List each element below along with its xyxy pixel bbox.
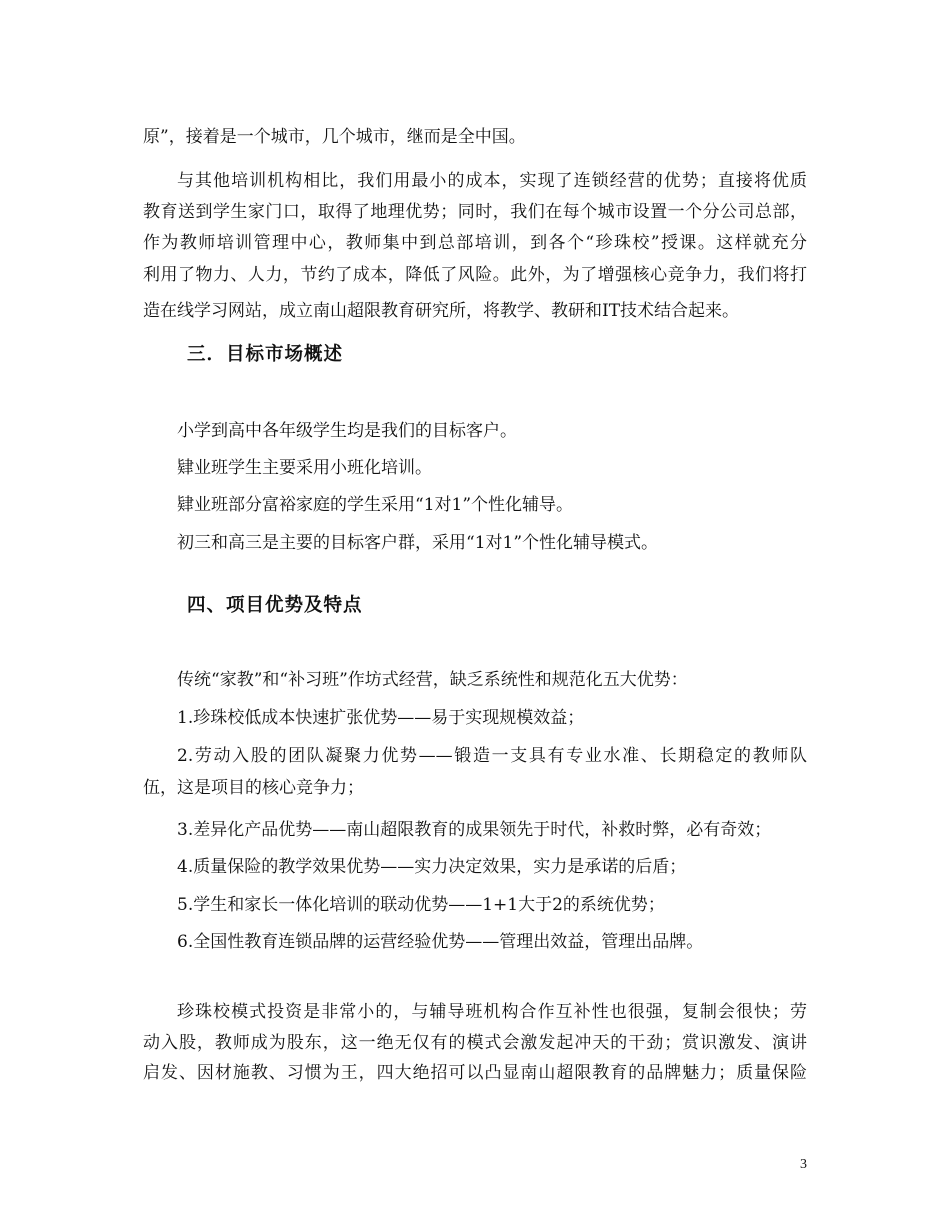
body-line: 利用了物力、人力，节约了成本，降低了风险。此外，为了增强核心竞争力，我们将打 [143, 265, 807, 285]
page-number: 3 [800, 1157, 807, 1172]
list-item: 3.差异化产品优势——南山超限教育的成果领先于时代，补救时弊，必有奇效； [177, 820, 772, 840]
body-line: 传统“家教”和“补习班”作坊式经营，缺乏系统性和规范化五大优势： [177, 670, 688, 690]
section-heading: 三．目标市场概述 [187, 344, 344, 365]
list-item: 2.劳动入股的团队凝聚力优势——锻造一支具有专业水准、长期稳定的教师队 [177, 746, 807, 766]
body-line: 与其他培训机构相比，我们用最小的成本，实现了连锁经营的优势；直接将优质 [177, 171, 807, 191]
body-line: 肄业班部分富裕家庭的学生采用“1对1”个性化辅导。 [177, 495, 574, 515]
body-line: 肄业班学生主要采用小班化培训。 [177, 458, 432, 478]
list-item: 4.质量保险的教学效果优势——实力决定效果，实力是承诺的后盾； [177, 857, 687, 877]
body-line: 小学到高中各年级学生均是我们的目标客户。 [177, 421, 517, 441]
body-line: 初三和高三是主要的目标客户群，采用“1对1”个性化辅导模式。 [177, 533, 659, 553]
list-item: 5.学生和家长一体化培训的联动优势——1+1大于2的系统优势； [177, 895, 665, 915]
body-line: 作为教师培训管理中心，教师集中到总部培训，到各个“珍珠校”授课。这样就充分 [143, 233, 807, 253]
section-heading: 四、项目优势及特点 [187, 595, 363, 616]
body-line: 原”，接着是一个城市，几个城市，继而是全中国。 [143, 127, 526, 147]
body-line: 教育送到学生家门口，取得了地理优势；同时，我们在每个城市设置一个分公司总部， [143, 202, 807, 222]
body-line: 珍珠校模式投资是非常小的，与辅导班机构合作互补性也很强，复制会很快；劳 [177, 1002, 807, 1022]
list-item: 伍，这是项目的核心竞争力； [143, 778, 364, 798]
body-line: 启发、因材施教、习惯为王，四大绝招可以凸显南山超限教育的品牌魅力；质量保险 [143, 1063, 807, 1083]
body-line: 动入股，教师成为股东，这一绝无仅有的模式会激发起冲天的干劲；赏识激发、演讲 [143, 1033, 807, 1053]
body-line: 造在线学习网站，成立南山超限教育研究所，将教学、教研和IT技术结合起来。 [143, 301, 740, 321]
list-item: 6.全国性教育连锁品牌的运营经验优势——管理出效益，管理出品牌。 [177, 932, 704, 952]
list-item: 1.珍珠校低成本快速扩张优势——易于实现规模效益； [177, 708, 585, 728]
